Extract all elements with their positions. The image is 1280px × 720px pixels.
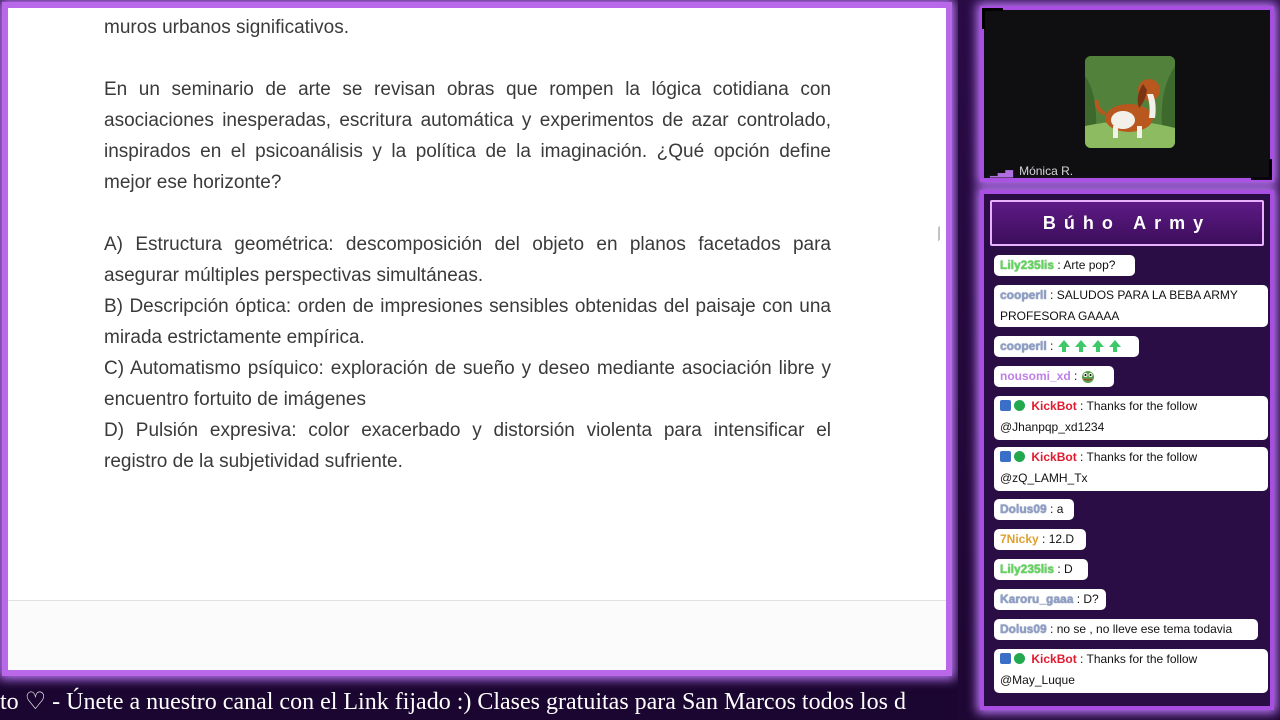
chat-username[interactable]: Dolus09 — [1000, 622, 1047, 636]
bot-badge-icon — [1000, 400, 1011, 411]
document-frame — [2, 2, 952, 676]
chat-text: : no se , no lleve ese tema todavia — [1050, 622, 1233, 636]
chat-text: : Thanks for the follow — [1080, 399, 1198, 413]
chat-username[interactable]: cooperll — [1000, 339, 1047, 353]
chat-username[interactable]: 7Nicky — [1000, 532, 1039, 546]
signal-bars-icon: ▁▃▅ — [990, 167, 1014, 178]
chat-message — [994, 559, 1088, 580]
chat-username[interactable]: nousomi_xd — [1000, 369, 1071, 383]
chat-username[interactable]: KickBot — [1031, 652, 1077, 666]
verified-badge-icon — [1014, 653, 1025, 664]
chat-username[interactable]: KickBot — [1031, 450, 1077, 464]
chat-message — [994, 285, 1268, 327]
chat-text: : Thanks for the follow — [1080, 652, 1198, 666]
chat-text-continued: @May_Luque — [1000, 673, 1075, 687]
chat-text-continued: @Jhanpqp_xd1234 — [1000, 420, 1105, 434]
dog-icon — [1085, 56, 1175, 148]
verified-badge-icon — [1014, 451, 1025, 462]
camera-frame — [980, 6, 1274, 182]
chat-text: : — [1050, 339, 1054, 353]
frame-corner-decoration — [982, 8, 1003, 29]
chat-message — [994, 366, 1114, 387]
option-a: A) Estructura geométrica: descomposición del objeto en planos facetados para asegurar múltiples perspectivas simultáneas. — [104, 234, 831, 286]
chat-message — [994, 619, 1258, 640]
frog-emote-icon — [1081, 369, 1095, 383]
bot-badge-icon — [1000, 653, 1011, 664]
chat-text: : Thanks for the follow — [1080, 450, 1198, 464]
chat-message — [994, 255, 1135, 276]
chat-text: : 12.D — [1042, 532, 1075, 546]
option-c: C) Automatismo psíquico: exploración de sueño y deseo mediante asociación libre y encuentro fortuito de imágenes — [104, 358, 831, 410]
chat-message — [994, 447, 1268, 491]
bot-badge-icon — [1000, 451, 1011, 462]
camera-name-label — [990, 164, 1073, 178]
chat-text: : Arte pop? — [1057, 258, 1116, 272]
verified-badge-icon — [1014, 400, 1025, 411]
chat-header — [990, 200, 1264, 246]
chat-text: : a — [1050, 502, 1064, 516]
document-line-top: muros urbanos significativos. — [104, 17, 349, 38]
chat-text: : — [1074, 369, 1078, 383]
chat-text: : SALUDOS PARA LA BEBA ARMY — [1050, 288, 1238, 302]
document-page — [8, 8, 946, 670]
camera-name: Mónica R. — [1019, 164, 1074, 178]
chat-username[interactable]: Dolus09 — [1000, 502, 1047, 516]
chat-text-continued: PROFESORA GAAAA — [1000, 309, 1120, 323]
chat-message — [994, 649, 1268, 693]
ticker-text: to ♡ - Únete a nuestro canal con el Link fijado :) Clases gratuitas para San Marcos todos los d — [0, 689, 906, 715]
page-bottom-area — [8, 601, 946, 670]
ticker-banner — [0, 684, 955, 720]
chat-text-continued: @zQ_LAMH_Tx — [1000, 471, 1088, 485]
chat-username[interactable]: Karoru_gaaa — [1000, 592, 1074, 606]
option-d: D) Pulsión expresiva: color exacerbado y distorsión violenta para intensificar el registro de la subjetividad sufriente. — [104, 420, 831, 472]
chat-message — [994, 529, 1086, 550]
frame-corner-decoration — [1251, 159, 1272, 180]
chat-message — [994, 336, 1139, 357]
chat-text: : D — [1057, 562, 1073, 576]
document-text — [104, 8, 831, 477]
chat-username[interactable]: KickBot — [1031, 399, 1077, 413]
chat-message — [994, 396, 1268, 440]
page-edge-marker — [930, 226, 940, 248]
chat-message — [994, 589, 1106, 610]
chat-text: : D? — [1076, 592, 1099, 606]
chat-frame — [980, 190, 1274, 710]
option-b: B) Descripción óptica: orden de impresiones sensibles obtenidas del paisaje con una mirada estrictamente empírica. — [104, 296, 831, 348]
chat-username[interactable]: Lily235lis — [1000, 258, 1055, 272]
chat-username[interactable]: Lily235lis — [1000, 562, 1055, 576]
arrow-up-emote-icon — [1057, 339, 1125, 353]
chat-username[interactable]: cooperll — [1000, 288, 1047, 302]
question-text: En un seminario de arte se revisan obras que rompen la lógica cotidiana con asociaciones inesperadas, escritura automática y experimentos de azar controlado, inspirados en el psicoanálisis y la política de la imaginación. ¿Qué opción define mejor ese horizonte? — [104, 79, 831, 193]
chat-title: Búho Army — [1042, 212, 1212, 233]
chat-message — [994, 499, 1074, 520]
